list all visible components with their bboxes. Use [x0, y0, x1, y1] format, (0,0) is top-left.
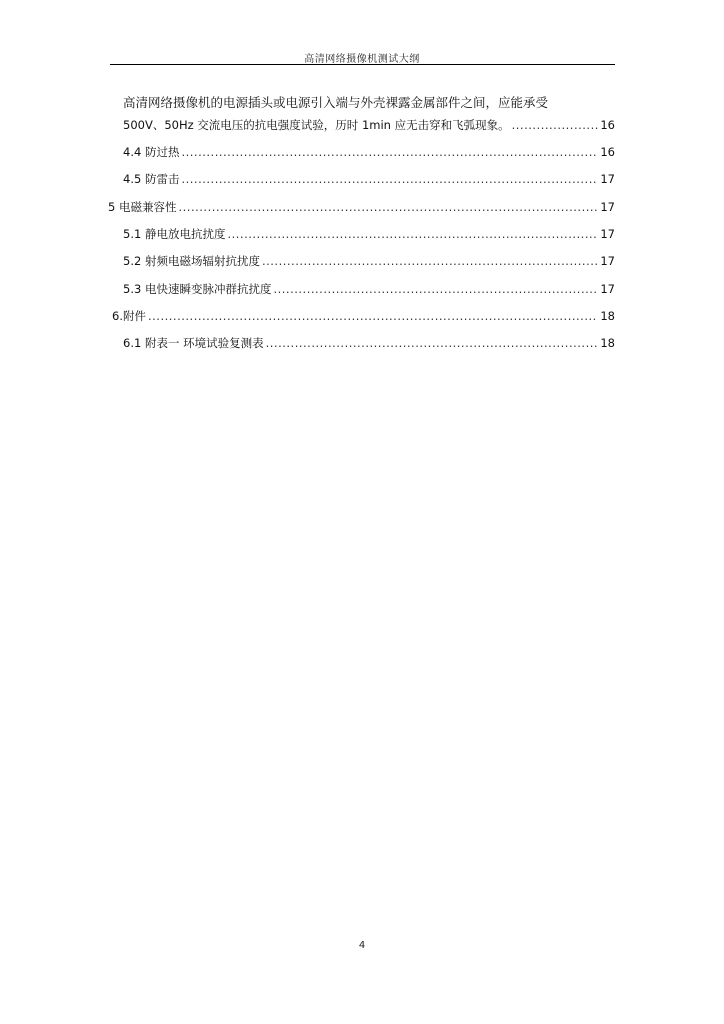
- toc-entry-label: 5 电磁兼容性: [108, 200, 177, 214]
- dot-leader: [181, 171, 598, 187]
- toc-entry-label: 5.2 射频电磁场辐射抗扰度: [123, 254, 260, 268]
- header-rule: [110, 64, 615, 65]
- toc-continuation-line-1: 高清网络摄像机的电源插头或电源引入端与外壳裸露金属部件之间，应能承受: [123, 95, 549, 110]
- toc-entry-5-3[interactable]: [123, 281, 615, 297]
- dot-leader: [181, 144, 598, 160]
- toc-entry-label: 5.3 电快速瞬变脉冲群抗扰度: [123, 282, 272, 296]
- dot-leader: [273, 281, 598, 297]
- dot-leader: [512, 117, 599, 133]
- toc-entry-4-5[interactable]: [123, 171, 615, 187]
- dot-leader: [227, 226, 598, 242]
- toc-entry-label: 500V、50Hz 交流电压的抗电强度试验，历时 1min 应无击穿和飞弧现象。: [123, 118, 510, 132]
- toc-entry-page: 17: [600, 227, 615, 241]
- toc-entry-5[interactable]: [108, 199, 615, 215]
- toc-entry-page: 17: [600, 200, 615, 214]
- toc-entry-page: 17: [600, 172, 615, 186]
- toc-continuation-line-2[interactable]: [123, 117, 615, 133]
- toc-entry-page: 16: [600, 145, 615, 159]
- running-header-title: 高清网络摄像机测试大纲: [304, 54, 420, 65]
- toc-entry-page: 18: [600, 309, 615, 323]
- dot-leader: [148, 308, 598, 324]
- toc-entry-label: 6.附件: [112, 309, 146, 323]
- dot-leader: [266, 335, 599, 351]
- toc-entry-4-4[interactable]: [123, 144, 615, 160]
- toc-entry-label: 4.5 防雷击: [123, 172, 180, 186]
- toc-entry-label: 6.1 附表一 环境试验复测表: [123, 336, 264, 350]
- page-number: 4: [358, 940, 366, 951]
- toc-entry-page: 18: [600, 336, 615, 350]
- toc-entry-5-2[interactable]: [123, 253, 615, 269]
- toc-entry-6-1[interactable]: [123, 335, 615, 351]
- toc-entry-5-1[interactable]: [123, 226, 615, 242]
- toc-entry-page: 16: [600, 118, 615, 132]
- dot-leader: [178, 199, 598, 215]
- toc-entry-6[interactable]: [112, 308, 615, 324]
- toc-entry-label: 5.1 静电放电抗扰度: [123, 227, 226, 241]
- toc-entry-label: 4.4 防过热: [123, 145, 180, 159]
- toc-entry-page: 17: [600, 282, 615, 296]
- dot-leader: [262, 253, 598, 269]
- toc-entry-page: 17: [600, 254, 615, 268]
